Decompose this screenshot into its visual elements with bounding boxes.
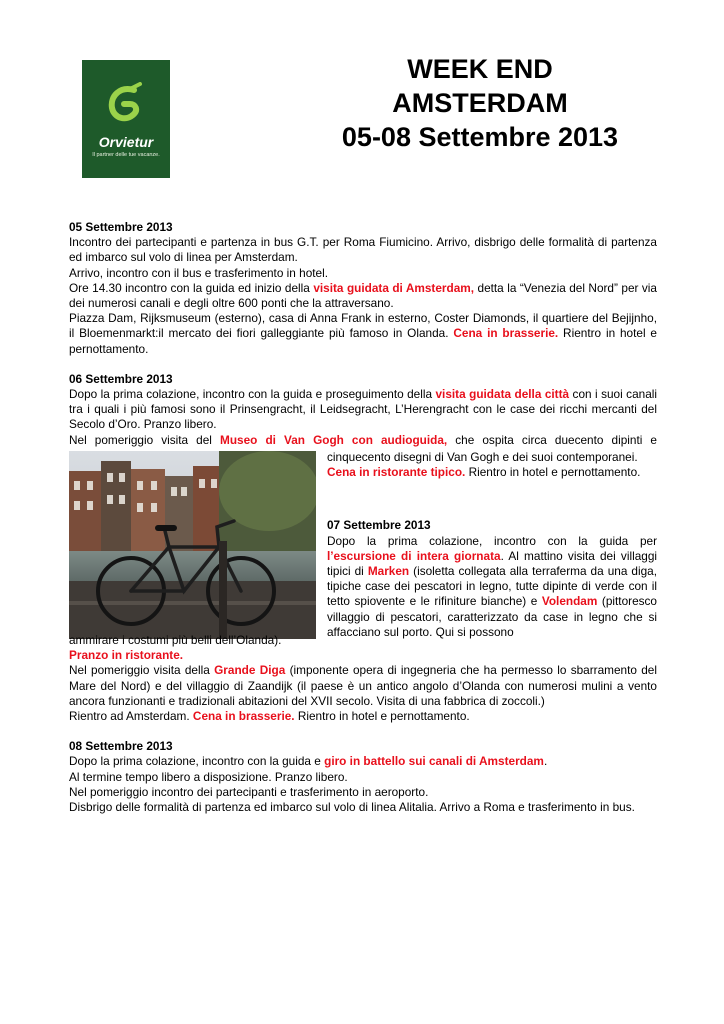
text-span: . [543, 754, 548, 769]
text-span: Dopo la prima colazione, incontro con la guida per [327, 533, 657, 548]
text-span: Rientro in hotel e pernottamento. [465, 465, 641, 480]
day3-paragraph-2: ammirare i costumi più belli dell’Olanda). [69, 633, 282, 647]
day1-paragraph-1: Incontro dei partecipanti e partenza in bus G.T. per Roma Fiumicino. Arrivo, disbrigo delle formalità di partenza ed imbarco sul volo di linea per Amsterdam. [69, 235, 657, 265]
highlight-grande-diga: Grande Diga [214, 663, 286, 678]
text-span: che ospita circa duecento dipinti e [447, 432, 657, 447]
highlight-cena-brasserie-2: Cena in brasserie. [192, 709, 295, 724]
text-span: Dopo la prima colazione, incontro con la guida e proseguimento della [69, 387, 436, 402]
text-span: Piazza Dam, Rijksmuseum (esterno), casa di Anna Frank in esterno, Coster Diamonds, il quartiere del Bejijnho, il Bloemenmarkt:il mercato dei fiori galleggiante più famoso in Olanda. [69, 311, 657, 341]
highlight-giro-battello: giro in battello sui canali di Amsterdam [324, 754, 544, 769]
text-span: Nel pomeriggio visita del [69, 432, 220, 447]
text-span: (isoletta collegata alla terraferma da una diga, tipiche case dei pescatori in legno, tutte dipinte di verde con il tetto spiovente e le rifiniture bianche) e [327, 564, 657, 609]
logo-brand: Orvietur [98, 134, 154, 150]
day4-paragraph-2: Al termine tempo libero a disposizione. Pranzo libero. [69, 769, 348, 784]
day4-paragraph-1 [69, 754, 657, 769]
highlight-cena-brasserie: Cena in brasserie. [453, 326, 559, 341]
day1-paragraph-4 [69, 311, 657, 357]
highlight-pranzo-ristorante: Pranzo in ristorante. [69, 648, 184, 663]
text-span: detta la “Venezia del Nord” per via dei numerosi canali e degli oltre 600 ponti che la attraversano. [69, 280, 657, 311]
day4-paragraph-4: Disbrigo delle formalità di partenza ed imbarco sul volo di linea Alitalia. Arrivo a Roma e trasferimento in bus. [69, 800, 635, 815]
day2-paragraph-2 [69, 433, 657, 448]
text-span: (pittoresco villaggio di pescatori, caratterizzato da case in legno che si affacciano sul porto. Qui si possono [327, 594, 657, 639]
itinerary-bottom [69, 633, 657, 815]
text-span: Ore 14.30 incontro con la guida ed inizio della [69, 280, 314, 295]
bicycle-canal-photo [69, 451, 316, 639]
day1-paragraph-2: Arrivo, incontro con il bus e trasferimento in hotel. [69, 265, 328, 280]
highlight-visita-citta: visita guidata della città [435, 387, 570, 402]
text-span: Rientro ad Amsterdam. [69, 709, 193, 724]
page-title [250, 52, 710, 154]
highlight-escursione: l’escursione di intera giornata [327, 548, 501, 563]
day2-paragraph-3: cinquecento disegni di Van Gogh e dei suoi contemporanei. [327, 450, 638, 464]
text-span: Dopo la prima colazione, incontro con la guida e [69, 754, 325, 769]
day4-paragraph-3: Nel pomeriggio incontro dei partecipanti e trasferimento in aeroporto. [69, 784, 429, 799]
day3-paragraph-1 [327, 534, 657, 640]
text-span: (imponente opera di ingegneria che ha permesso lo sbarramento del Mare del Nord) e del villaggio di Zaandijk (il paese è un antico angolo d’Olanda con numerosi mulini a vento ancora funzionanti e tradizionali abitazioni del XVII secolo. Visita di una fabbrica di zoccoli.) [69, 663, 657, 708]
orvietur-logo [82, 60, 170, 178]
day2-heading: 06 Settembre 2013 [69, 371, 173, 386]
day1-paragraph-3 [69, 281, 657, 311]
highlight-marken: Marken [367, 564, 410, 579]
logo-swirl-icon [82, 82, 170, 131]
day3-heading: 07 Settembre 2013 [327, 518, 431, 533]
logo-tagline: Il partner delle tue vacanze. [92, 152, 160, 158]
itinerary-top [69, 220, 657, 448]
title-line-1: WEEK END [407, 54, 553, 84]
day2-paragraph-1 [69, 387, 657, 433]
highlight-visita-amsterdam: visita guidata di Amsterdam, [313, 280, 475, 295]
day1-heading: 05 Settembre 2013 [69, 220, 173, 234]
day3-paragraph-5 [69, 709, 657, 724]
highlight-museo-van-gogh: Museo di Van Gogh con audioguida, [220, 432, 448, 447]
highlight-volendam: Volendam [541, 594, 598, 609]
title-line-3: 05-08 Settembre 2013 [341, 122, 619, 152]
day4-heading: 08 Settembre 2013 [69, 739, 173, 754]
text-span: Rientro in hotel e pernottamento. [294, 709, 470, 724]
text-span: con i suoi canali tra i quali i più famosi sono il Prinsengracht, il Leidsegracht, L’Herengracht con le case dei ricchi mercanti del Secolo d’Oro. Pranzo libero. [69, 387, 658, 432]
day2-paragraph-4 [327, 465, 657, 480]
itinerary-right-column [327, 450, 657, 640]
text-span: . Al mattino visita dei villaggi tipici di [327, 548, 657, 579]
text-span: Rientro in hotel e pernottamento. [69, 326, 657, 356]
day3-paragraph-4 [69, 663, 657, 709]
text-span: Nel pomeriggio visita della [69, 663, 215, 678]
highlight-cena-ristorante-tipico: Cena in ristorante tipico. [327, 465, 466, 480]
title-line-2: AMSTERDAM [392, 88, 568, 118]
